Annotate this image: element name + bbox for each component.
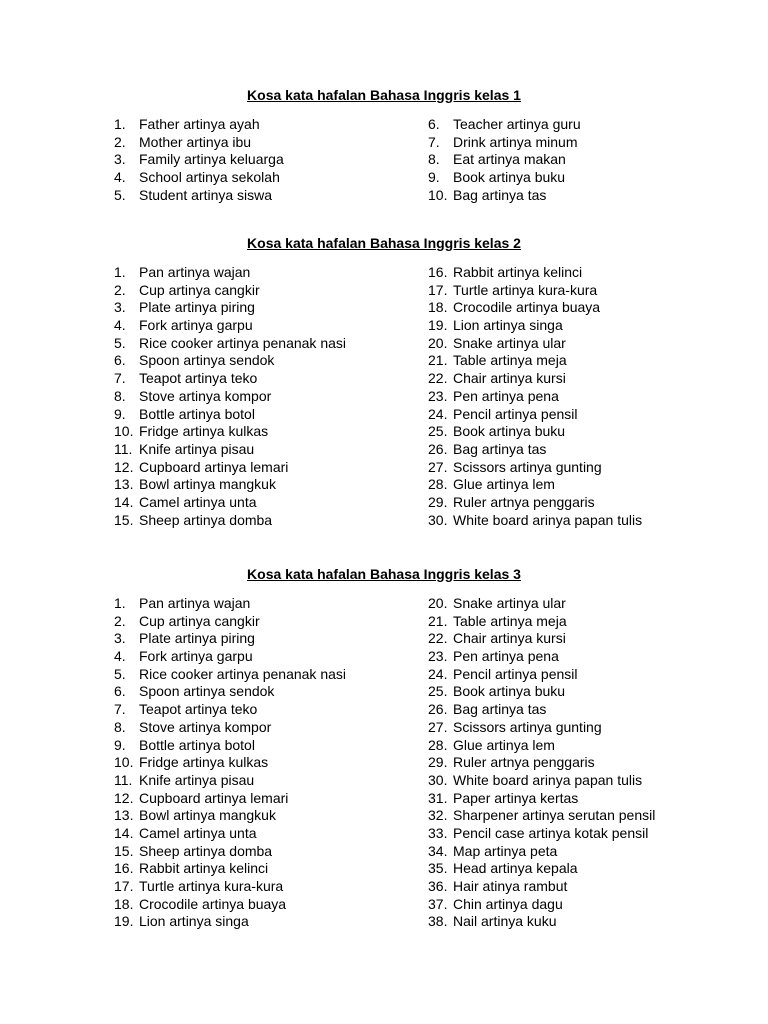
list-item xyxy=(428,441,642,459)
item-text: Glue artinya lem xyxy=(453,476,555,493)
item-number: 28. xyxy=(428,476,448,493)
item-text: Lion artinya singa xyxy=(139,913,249,930)
item-number: 9. xyxy=(114,405,126,422)
item-number: 8. xyxy=(428,151,440,168)
item-text: Stove artinya kompor xyxy=(139,387,272,404)
list-item xyxy=(114,701,346,719)
item-number: 2. xyxy=(114,281,126,298)
list-item xyxy=(114,860,346,878)
list-item xyxy=(114,878,346,896)
list-item xyxy=(114,683,346,701)
list-item xyxy=(114,666,346,684)
list-item xyxy=(428,719,655,737)
item-number: 6. xyxy=(114,352,126,369)
item-text: Family artinya keluarga xyxy=(139,151,284,168)
list-item xyxy=(114,807,346,825)
item-text: Rabbit artinya kelinci xyxy=(139,860,269,877)
item-text: Sheep artinya domba xyxy=(139,842,273,859)
list-item xyxy=(114,772,346,790)
item-number: 24. xyxy=(428,665,448,682)
list-item xyxy=(114,264,346,282)
item-number: 21. xyxy=(428,352,448,369)
item-text: Pan artinya wajan xyxy=(139,595,251,611)
item-text: Chair artinya kursi xyxy=(453,630,566,647)
item-number: 34. xyxy=(428,842,448,859)
item-number: 27. xyxy=(428,718,448,735)
list-item xyxy=(114,825,346,843)
item-text: Rabbit artinya kelinci xyxy=(453,264,583,280)
item-text: Lion artinya singa xyxy=(453,317,563,334)
item-text: Knife artinya pisau xyxy=(139,771,255,788)
item-text: Ruler artnya penggaris xyxy=(453,754,595,771)
list-item xyxy=(114,134,284,152)
item-number: 12. xyxy=(114,789,134,806)
item-text: Turtle artinya kura-kura xyxy=(139,878,284,894)
item-text: Sharpener artinya serutan pensil xyxy=(453,807,656,824)
list-item xyxy=(114,512,346,530)
item-number: 11. xyxy=(114,440,133,457)
item-number: 15. xyxy=(114,511,134,528)
list-item xyxy=(428,772,655,790)
list-item xyxy=(428,737,655,755)
list-item xyxy=(114,388,346,406)
list-item xyxy=(428,648,655,666)
list-item xyxy=(428,264,642,282)
list-item xyxy=(114,719,346,737)
item-text: White board arinya papan tulis xyxy=(453,511,643,528)
item-number: 20. xyxy=(428,595,448,611)
item-number: 38. xyxy=(428,913,448,930)
list-item xyxy=(114,335,346,353)
item-number: 3. xyxy=(114,151,126,168)
item-text: Plate artinya piring xyxy=(139,630,255,647)
item-text: Bag artinya tas xyxy=(453,701,547,718)
list-item xyxy=(114,370,346,388)
item-text: Fridge artinya kulkas xyxy=(139,423,269,440)
item-text: Bottle artinya botol xyxy=(139,736,255,753)
item-text: Pan artinya wajan xyxy=(139,264,251,280)
list-item xyxy=(428,459,642,477)
list-item xyxy=(428,476,642,494)
item-text: Cup artinya cangkir xyxy=(139,281,260,298)
item-number: 5. xyxy=(114,334,126,351)
list-item xyxy=(114,317,346,335)
item-number: 10. xyxy=(114,423,134,440)
item-text: Knife artinya pisau xyxy=(139,440,255,457)
list-item xyxy=(114,613,346,631)
item-text: Plate artinya piring xyxy=(139,299,255,316)
item-number: 9. xyxy=(428,169,440,186)
list-item xyxy=(428,790,655,808)
right-column xyxy=(428,595,655,931)
item-number: 9. xyxy=(114,736,126,753)
list-item xyxy=(114,754,346,772)
item-text: School artinya sekolah xyxy=(139,169,280,186)
item-text: Drink artinya minum xyxy=(453,133,578,150)
item-text: Chair artinya kursi xyxy=(453,370,566,387)
list-item xyxy=(114,630,346,648)
list-item xyxy=(114,151,284,169)
item-number: 30. xyxy=(428,771,448,788)
item-number: 4. xyxy=(114,648,126,665)
item-number: 18. xyxy=(114,895,134,912)
item-number: 35. xyxy=(428,860,448,877)
item-number: 17. xyxy=(428,281,448,298)
list-item xyxy=(428,878,655,896)
list-item xyxy=(114,299,346,317)
list-item xyxy=(114,595,346,613)
item-number: 3. xyxy=(114,630,126,647)
item-text: Pen artinya pena xyxy=(453,648,559,665)
list-item xyxy=(428,595,655,613)
right-column xyxy=(428,116,581,204)
item-text: Book artinya buku xyxy=(453,683,566,700)
item-text: Pencil case artinya kotak pensil xyxy=(453,824,649,841)
item-text: Cupboard artinya lemari xyxy=(139,458,289,475)
list-item xyxy=(428,116,581,134)
item-text: Camel artinya unta xyxy=(139,493,257,510)
item-text: Cup artinya cangkir xyxy=(139,612,260,629)
list-item xyxy=(428,494,642,512)
item-text: Teacher artinya guru xyxy=(453,116,581,132)
section-title: Kosa kata hafalan Bahasa Inggris kelas 2 xyxy=(247,235,521,251)
list-item xyxy=(428,913,655,931)
list-item xyxy=(428,299,642,317)
item-number: 14. xyxy=(114,824,134,841)
item-text: Sheep artinya domba xyxy=(139,511,273,528)
item-number: 17. xyxy=(114,878,134,894)
list-item xyxy=(114,476,346,494)
item-text: Spoon artinya sendok xyxy=(139,683,275,700)
item-number: 21. xyxy=(428,612,448,629)
item-text: Rice cooker artinya penanak nasi xyxy=(139,665,347,682)
item-text: Table artinya meja xyxy=(453,612,567,629)
item-number: 16. xyxy=(428,264,448,280)
list-item xyxy=(428,701,655,719)
item-number: 6. xyxy=(428,116,440,132)
item-number: 27. xyxy=(428,458,448,475)
list-item xyxy=(114,843,346,861)
list-item xyxy=(428,388,642,406)
list-item xyxy=(114,406,346,424)
list-item xyxy=(428,613,655,631)
item-number: 24. xyxy=(428,405,448,422)
item-text: Book artinya buku xyxy=(453,169,566,186)
item-number: 1. xyxy=(114,264,126,280)
item-text: Table artinya meja xyxy=(453,352,567,369)
item-number: 13. xyxy=(114,807,134,824)
item-number: 25. xyxy=(428,423,448,440)
list-item xyxy=(428,807,655,825)
item-number: 29. xyxy=(428,493,448,510)
item-number: 11. xyxy=(114,771,133,788)
item-number: 14. xyxy=(114,493,134,510)
item-text: Nail artinya kuku xyxy=(453,913,557,930)
list-item xyxy=(114,169,284,187)
item-number: 36. xyxy=(428,878,448,894)
item-text: Hair atinya rambut xyxy=(453,878,568,894)
list-item xyxy=(114,116,284,134)
item-text: Head artinya kepala xyxy=(453,860,578,877)
item-number: 15. xyxy=(114,842,134,859)
item-number: 1. xyxy=(114,116,126,132)
list-item xyxy=(428,406,642,424)
item-text: Scissors artinya gunting xyxy=(453,718,602,735)
item-number: 32. xyxy=(428,807,448,824)
item-text: Ruler artnya penggaris xyxy=(453,493,595,510)
list-item xyxy=(428,843,655,861)
item-number: 37. xyxy=(428,895,448,912)
item-text: Fridge artinya kulkas xyxy=(139,754,269,771)
item-text: Father artinya ayah xyxy=(139,116,260,132)
item-number: 31. xyxy=(428,789,448,806)
item-number: 4. xyxy=(114,317,126,334)
item-text: Turtle artinya kura-kura xyxy=(453,281,598,298)
item-text: Bag artinya tas xyxy=(453,440,547,457)
item-number: 6. xyxy=(114,683,126,700)
item-text: Camel artinya unta xyxy=(139,824,257,841)
left-column xyxy=(114,116,284,204)
list-item xyxy=(428,134,581,152)
list-item xyxy=(114,494,346,512)
item-number: 5. xyxy=(114,186,126,203)
list-item xyxy=(428,512,642,530)
item-text: Pencil artinya pensil xyxy=(453,405,578,422)
item-text: Bowl artinya mangkuk xyxy=(139,807,276,824)
item-text: Bottle artinya botol xyxy=(139,405,255,422)
item-number: 7. xyxy=(114,701,126,718)
item-text: Mother artinya ibu xyxy=(139,133,252,150)
item-text: Crocodile artinya buaya xyxy=(453,299,601,316)
list-item xyxy=(428,282,642,300)
list-item xyxy=(114,441,346,459)
item-number: 7. xyxy=(428,133,440,150)
item-number: 25. xyxy=(428,683,448,700)
item-text: Chin artinya dagu xyxy=(453,895,563,912)
list-item xyxy=(114,648,346,666)
item-number: 2. xyxy=(114,133,126,150)
item-number: 16. xyxy=(114,860,134,877)
item-text: Glue artinya lem xyxy=(453,736,555,753)
item-number: 13. xyxy=(114,476,134,493)
list-item xyxy=(428,335,642,353)
item-text: Fork artinya garpu xyxy=(139,317,253,334)
list-item xyxy=(428,825,655,843)
list-item xyxy=(428,169,581,187)
list-item xyxy=(428,860,655,878)
list-item xyxy=(114,737,346,755)
item-text: Eat artinya makan xyxy=(453,151,566,168)
list-item xyxy=(428,666,655,684)
item-number: 5. xyxy=(114,665,126,682)
list-item xyxy=(114,913,346,931)
item-number: 23. xyxy=(428,648,448,665)
item-text: Fork artinya garpu xyxy=(139,648,253,665)
item-text: Snake artinya ular xyxy=(453,334,566,351)
item-number: 26. xyxy=(428,440,448,457)
item-number: 8. xyxy=(114,718,126,735)
item-text: Spoon artinya sendok xyxy=(139,352,275,369)
item-number: 29. xyxy=(428,754,448,771)
item-number: 1. xyxy=(114,595,126,611)
list-item xyxy=(428,317,642,335)
item-number: 30. xyxy=(428,511,448,528)
list-item xyxy=(114,187,284,205)
item-number: 20. xyxy=(428,334,448,351)
item-text: Snake artinya ular xyxy=(453,595,566,611)
item-number: 22. xyxy=(428,370,448,387)
list-item xyxy=(428,754,655,772)
left-column xyxy=(114,595,346,931)
section-title: Kosa kata hafalan Bahasa Inggris kelas 1 xyxy=(247,87,521,103)
item-number: 8. xyxy=(114,387,126,404)
item-number: 18. xyxy=(428,299,448,316)
item-number: 33. xyxy=(428,824,448,841)
list-item xyxy=(428,423,642,441)
list-item xyxy=(428,683,655,701)
list-item xyxy=(114,282,346,300)
item-text: Bag artinya tas xyxy=(453,186,547,203)
item-number: 10. xyxy=(428,186,448,203)
right-column xyxy=(428,264,642,529)
item-number: 19. xyxy=(428,317,448,334)
item-text: Crocodile artinya buaya xyxy=(139,895,287,912)
item-text: Rice cooker artinya penanak nasi xyxy=(139,334,347,351)
list-item xyxy=(428,370,642,388)
item-text: Stove artinya kompor xyxy=(139,718,272,735)
item-number: 2. xyxy=(114,612,126,629)
item-text: Scissors artinya gunting xyxy=(453,458,602,475)
item-text: White board arinya papan tulis xyxy=(453,771,643,788)
item-text: Pencil artinya pensil xyxy=(453,665,578,682)
item-text: Map artinya peta xyxy=(453,842,558,859)
item-number: 4. xyxy=(114,169,126,186)
list-item xyxy=(114,896,346,914)
item-text: Paper artinya kertas xyxy=(453,789,579,806)
item-number: 7. xyxy=(114,370,126,387)
list-item xyxy=(428,352,642,370)
list-item xyxy=(428,630,655,648)
item-number: 23. xyxy=(428,387,448,404)
list-item xyxy=(428,187,581,205)
item-text: Teapot artinya teko xyxy=(139,701,258,718)
list-item xyxy=(428,896,655,914)
list-item xyxy=(114,352,346,370)
item-number: 26. xyxy=(428,701,448,718)
section-title: Kosa kata hafalan Bahasa Inggris kelas 3 xyxy=(247,566,521,582)
item-number: 22. xyxy=(428,630,448,647)
item-text: Cupboard artinya lemari xyxy=(139,789,289,806)
list-item xyxy=(114,423,346,441)
left-column xyxy=(114,264,346,529)
item-text: Teapot artinya teko xyxy=(139,370,258,387)
item-text: Pen artinya pena xyxy=(453,387,559,404)
item-number: 3. xyxy=(114,299,126,316)
item-number: 10. xyxy=(114,754,134,771)
item-text: Student artinya siswa xyxy=(139,186,273,203)
item-number: 12. xyxy=(114,458,134,475)
list-item xyxy=(114,790,346,808)
item-text: Book artinya buku xyxy=(453,423,566,440)
item-number: 28. xyxy=(428,736,448,753)
list-item xyxy=(428,151,581,169)
list-item xyxy=(114,459,346,477)
item-text: Bowl artinya mangkuk xyxy=(139,476,276,493)
item-number: 19. xyxy=(114,913,134,930)
